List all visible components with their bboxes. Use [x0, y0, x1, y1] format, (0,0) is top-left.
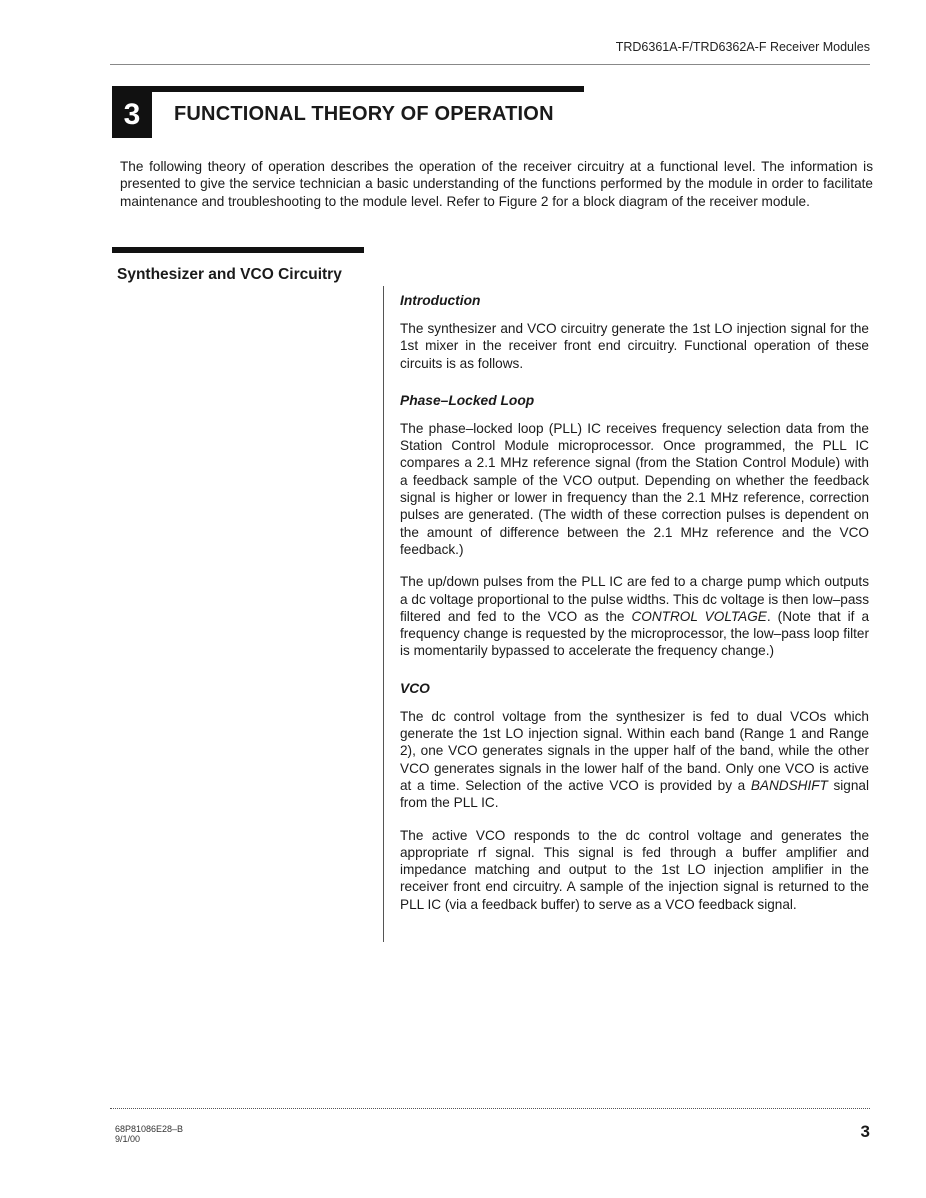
- pll-paragraph-2: The up/down pulses from the PLL IC are fed to a charge pump which outputs a dc voltage proportional to the pulse widths. This dc voltage is then low–pass filtered and fed to the VCO as the CONTROL VOLTAGE. (Note that if a frequency change is requested by the microprocessor, the low–pass loop filter is momentarily bypassed to accelerate the frequency change.): [400, 574, 870, 659]
- pll-heading: Phase–Locked Loop: [400, 392, 535, 408]
- vco-heading: VCO: [400, 680, 430, 696]
- chapter-bar: [112, 86, 584, 92]
- bandshift-term: BANDSHIFT: [750, 777, 828, 793]
- footer-rule: [110, 1108, 870, 1109]
- introduction-paragraph: The synthesizer and VCO circuitry generate the 1st LO injection signal for the 1st mixer in the receiver front end circuitry. Functional operation of these circuits is as follows.: [400, 321, 869, 371]
- column-divider: [383, 286, 384, 942]
- chapter-number-box: 3: [112, 92, 152, 138]
- vco-paragraph-1: The dc control voltage from the synthesizer is fed to dual VCOs which generate the 1st LO injection signal. Within each band (Range 1 and Range 2), one VCO generates signals in the upper half of the band, while the other VCO generates signals in the lower half of the band. Only one VCO is active at a time. Selection of the active VCO is provided by a BANDSHIFT signal from the PLL IC.: [400, 708, 869, 811]
- intro-paragraph: The following theory of operation describes the operation of the receiver circuitry at a functional level. The information is presented to give the service technician a basic understanding of the functions performed by the module in order to facilitate maintenance and troubleshooting to the module level. Refer to Figure 2 for a block diagram of the receiver module.: [120, 159, 873, 209]
- vco-paragraph-2: The active VCO responds to the dc control voltage and generates the appropriate rf signal. This signal is fed through a buffer amplifier and impedance matching and output to the 1st LO injection amplifier in the receiver front end circuitry. A sample of the injection signal is returned to the PLL IC (via a feedback buffer) to serve as a VCO feedback signal.: [400, 827, 869, 912]
- header-rule: [110, 64, 870, 65]
- section-title: Synthesizer and VCO Circuitry: [117, 266, 342, 283]
- footer-doc-info: [115, 1124, 183, 1144]
- doc-code: 68P81086E28–B: [115, 1124, 184, 1134]
- doc-date: 9/1/00: [115, 1134, 141, 1144]
- page-number: 3: [860, 1122, 870, 1141]
- pll-paragraph-1: The phase–locked loop (PLL) IC receives frequency selection data from the Station Control Module microprocessor. Once programmed, the PLL IC compares a 2.1 MHz reference signal (from the Station Control Module) with a feedback sample of the VCO output. Depending on whether the feedback signal is higher or lower in frequency than the 2.1 MHz reference, correction pulses are generated. (The width of these correction pulses is dependent on the amount of difference between the 2.1 MHz reference and the VCO feedback.): [400, 420, 869, 557]
- chapter-title: FUNCTIONAL THEORY OF OPERATION: [174, 103, 554, 125]
- control-voltage-term: CONTROL VOLTAGE: [631, 608, 767, 624]
- introduction-heading: Introduction: [400, 293, 481, 308]
- section-bar: [112, 247, 364, 253]
- running-header-title: TRD6361A-F/TRD6362A-F Receiver Modules: [615, 40, 870, 54]
- body-column: [400, 292, 869, 928]
